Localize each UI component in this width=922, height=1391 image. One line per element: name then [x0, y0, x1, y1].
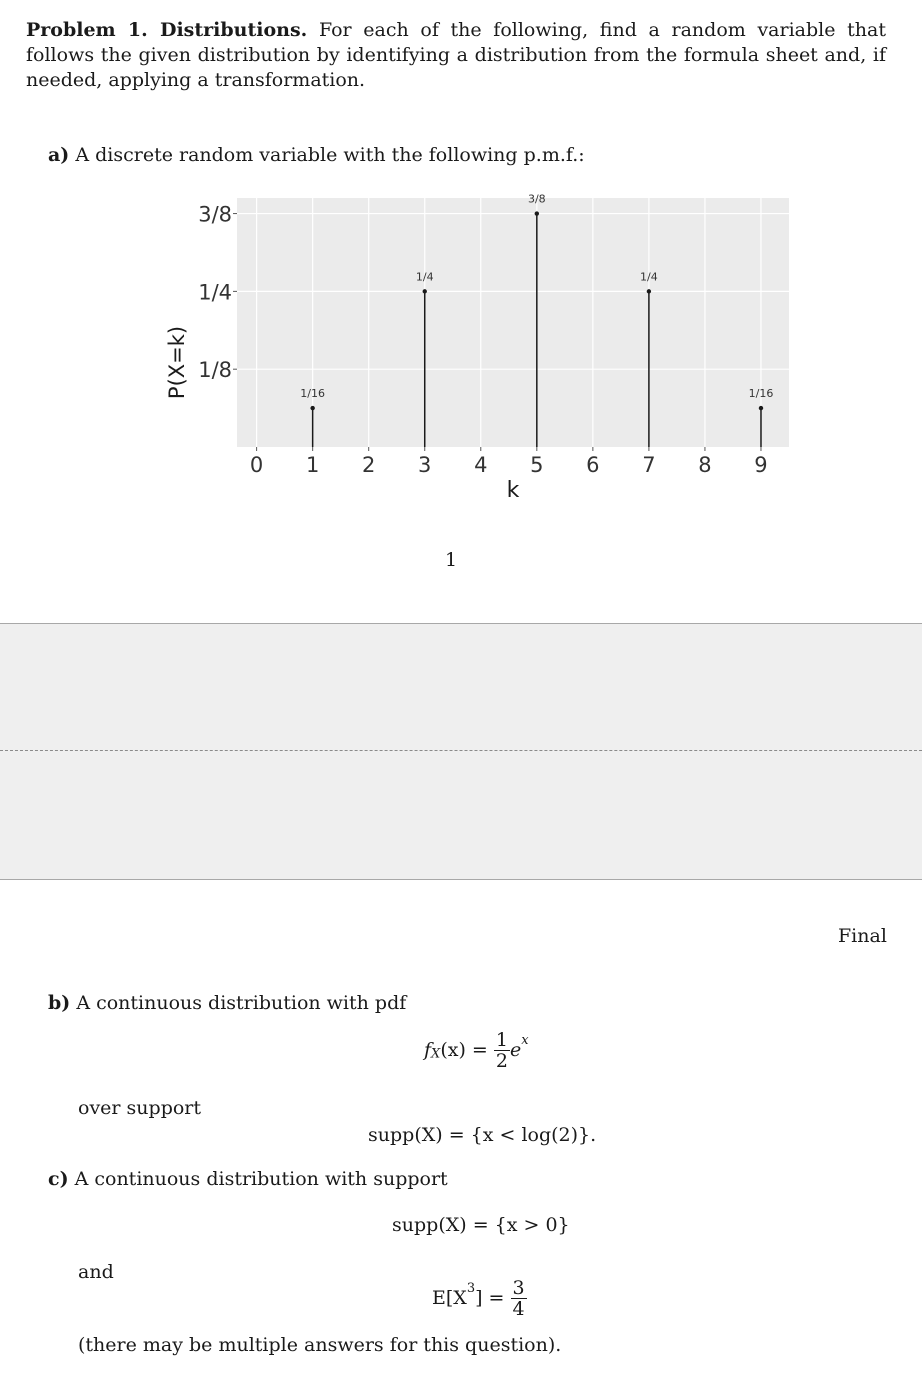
data-label-k7: 1/4: [640, 270, 658, 284]
part-c-support: supp(X) = {x > 0}: [392, 1214, 570, 1236]
x-tick-label: 6: [586, 453, 600, 477]
moment-lhs: E[X: [432, 1287, 467, 1309]
stem-point-k9: [759, 406, 763, 410]
x-axis-label: k: [506, 478, 520, 503]
y-tick-label: 1/8: [198, 358, 232, 383]
x-tick-label: 7: [642, 453, 656, 477]
plot-panel: [237, 198, 789, 447]
pdf-subscript: X: [431, 1046, 441, 1062]
problem-intro: For each of the following, find a random variable that follows the given distribution by identifying a distribution from the formula sheet and, if needed, applying a transformation.: [26, 19, 886, 91]
y-tick-label: 3/8: [198, 202, 232, 227]
part-c-note: (there may be multiple answers for this question).: [78, 1334, 562, 1356]
header-final: Final: [838, 925, 887, 947]
page-number: 1: [445, 549, 458, 571]
moment-fraction: [511, 1278, 527, 1319]
y-tick-label: 1/4: [198, 280, 232, 305]
stem-point-k3: [423, 289, 427, 293]
and-text: and: [78, 1261, 114, 1283]
moment-mid: ] =: [475, 1287, 505, 1309]
stem-point-k1: [310, 406, 314, 410]
moment-frac-num: 3: [512, 1277, 525, 1299]
part-a-text: A discrete random variable with the following p.m.f.:: [75, 144, 585, 166]
x-tick-label: 5: [530, 453, 544, 477]
part-b-support: supp(X) = {x < log(2)}.: [368, 1124, 597, 1146]
problem-statement: [26, 18, 886, 93]
data-label-k1: 1/16: [300, 387, 326, 401]
part-a-label: a): [48, 144, 70, 166]
x-tick-label: 8: [698, 453, 712, 477]
pdf-fraction: [494, 1030, 510, 1071]
part-c-label: c): [48, 1168, 69, 1190]
page-break-band: [0, 623, 922, 880]
data-label-k5: 3/8: [527, 192, 546, 206]
part-b-label: b): [48, 992, 71, 1014]
y-axis-ticks: [198, 203, 237, 383]
part-b: [48, 991, 406, 1016]
pdf-formula: [424, 1030, 529, 1071]
data-label-k9: 1/16: [748, 387, 774, 401]
pdf-lhs: f: [424, 1039, 432, 1061]
over-support-text: over support: [78, 1097, 202, 1119]
x-tick-label: 2: [362, 453, 376, 477]
part-c-text: A continuous distribution with support: [74, 1168, 448, 1190]
data-label-k3: 1/4: [415, 270, 434, 284]
x-axis-ticks: [250, 447, 768, 477]
part-a: [48, 143, 585, 168]
x-tick-label: 4: [474, 453, 488, 477]
moment-sup: 3: [466, 1281, 476, 1297]
pmf-stem-chart: [160, 190, 800, 510]
y-axis-label: P(X=k): [165, 325, 189, 400]
x-tick-label: 9: [754, 453, 768, 477]
stem-point-k7: [647, 289, 651, 293]
part-b-text: A continuous distribution with pdf: [76, 992, 407, 1014]
pdf-exp-sup: x: [521, 1033, 529, 1049]
x-tick-label: 0: [249, 453, 264, 477]
x-tick-label: 3: [418, 453, 432, 477]
stem-point-k5: [535, 211, 539, 215]
x-tick-label: 1: [305, 453, 320, 477]
pdf-frac-num: 1: [495, 1029, 508, 1051]
moment-formula: [432, 1278, 527, 1319]
pdf-exp-base: e: [509, 1039, 522, 1061]
pdf-arg: (x) =: [440, 1039, 488, 1061]
problem-heading: Problem 1. Distributions.: [26, 19, 308, 41]
page-break-dashed-line: [0, 750, 922, 751]
part-c: [48, 1167, 448, 1192]
moment-frac-den: 4: [512, 1298, 525, 1320]
pdf-frac-den: 2: [495, 1050, 508, 1072]
